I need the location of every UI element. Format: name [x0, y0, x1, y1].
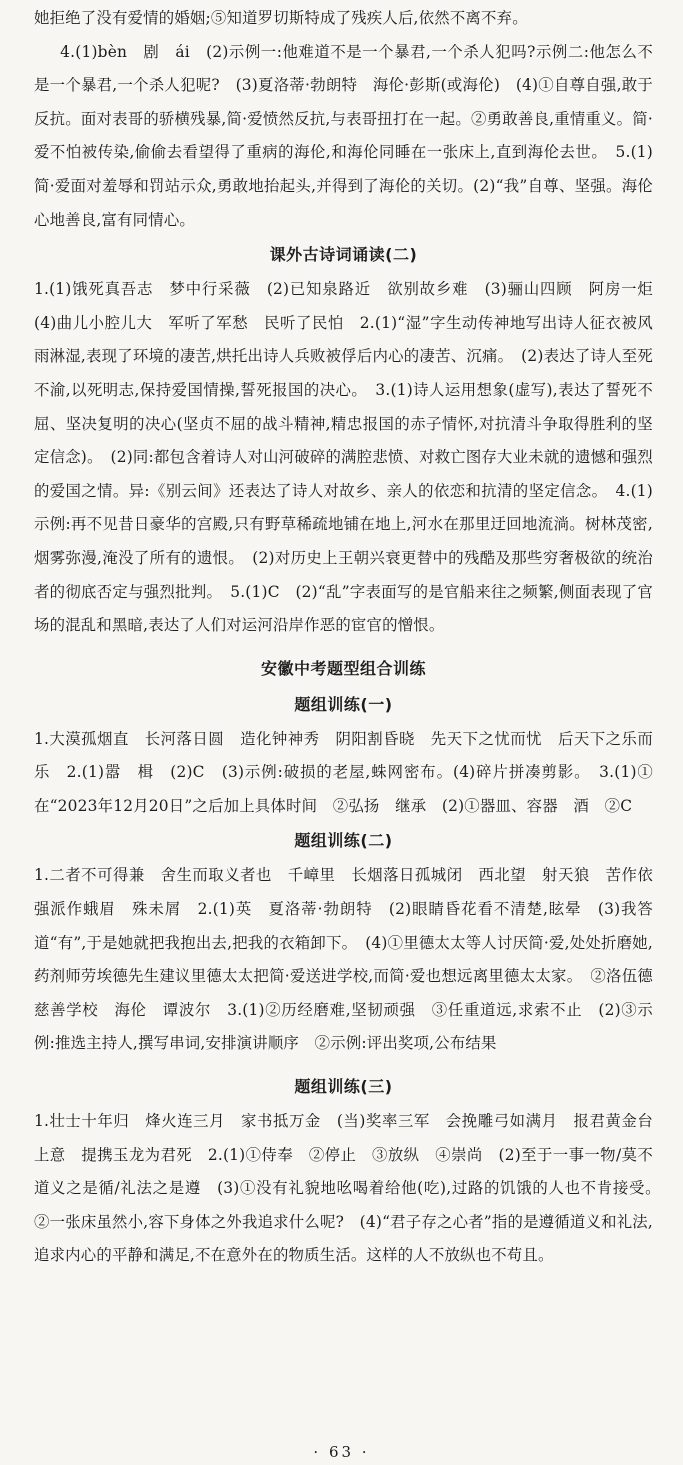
text-paragraph: 1.壮士十年归 烽火连三月 家书抵万金 (当)奖率三军 会挽雕弓如满月 报君黄金台上意 提携玉龙为君死 2.(1)①侍奉 ②停止 ③放纵 ④崇尚 (2)至于一事一物/莫不道义之是循/礼法之是遵 (3)①没有礼貌地吆喝着给他(吃),过路的饥饿的人也不肯接受。 ②一张床虽然小,容下身体之外我追求什么呢? (4)“君子存之心者”指的是遵循道义和礼法,追求内心的平静和满足,不在意外在的物质生活。这样的人不放纵也不苟且。 [34, 1112, 669, 1265]
text-paragraph: 4.(1)bèn 剧 ái (2)示例一:他难道不是一个暴君,一个杀人犯吗?示例二:他怎么不是一个暴君,一个杀人犯呢? (3)夏洛蒂·勃朗特 海伦·彭斯(或海伦) (4)①自尊自强,敢于反抗。面对表哥的骄横残暴,简·爱愤然反抗,与表哥扭打在一起。②勇敢善良,重情重义。简·爱不怕被传染,偷偷去看望得了重病的海伦,和海伦同睡在一张床上,直到海伦去世。 5.(1)简·爱面对羞辱和罚站示众,勇敢地抬起头,并得到了海伦的关切。(2)“我”自尊、坚强。海伦心地善良,富有同情心。 [34, 42, 653, 229]
section-heading: 安徽中考题型组合训练 [260, 658, 426, 678]
section-heading: 课外古诗词诵读(二) [269, 245, 418, 265]
page-number: · 63 · [313, 1443, 370, 1461]
text-paragraph: 1.二者不可得兼 舍生而取义者也 千嶂里 长烟落日孤城闭 西北望 射天狼 苦作依强派作蛾眉 殊未屑 2.(1)英 夏洛蒂·勃朗特 (2)眼睛昏花看不清楚,眩晕 (3)我答道“有”,于是她就把我抱出去,把我的衣箱卸下。 (4)①里德太太等人讨厌简·爱,处处折磨她,药剂师劳埃德先生建议里德太太把简·爱送进学校,而简·爱也想远离里德太太家。 ②洛伍德慈善学校 海伦 谭波尔 3.(1)②历经磨难,坚韧顽强 ③任重道远,求索不止 (2)③示例:推选主持人,撰写串词,安排演讲顺序 ②示例:评出奖项,公布结果 [34, 866, 653, 1053]
text-paragraph: 1.大漠孤烟直 长河落日圆 造化钟神秀 阴阳割昏晓 先天下之忧而忧 后天下之乐而乐 2.(1)嚣 楫 (2)C (3)示例:破损的老屋,蛛网密布。(4)碎片拼凑剪影。 3.(1)①在“2023年12月20日”之后加上具体时间 ②弘扬 继承 (2)①器皿、容器 酒 ②C [34, 729, 653, 815]
subsection-heading: 题组训练(一) [294, 694, 393, 714]
text-paragraph: 1.(1)饿死真吾志 梦中行采薇 (2)已知泉路近 欲别故乡难 (3)骊山四顾 阿房一炬 (4)曲儿小腔儿大 军听了军愁 民听了民怕 2.(1)“湿”字生动传神地写出诗人征衣被风雨淋湿,表现了环境的凄苦,烘托出诗人兵败被俘后内心的凄苦、沉痛。 (2)表达了诗人至死不渝,以死明志,保持爱国情操,誓死报国的决心。 3.(1)诗人运用想象(虚写),表达了誓死不屈、坚决复明的决心(坚贞不屈的战斗精神,精忠报国的赤子情怀,对抗清斗争取得胜利的坚定信念)。 (2)同:都包含着诗人对山河破碎的满腔悲愤、对救亡图存大业未就的遗憾和强烈的爱国之情。异:《别云间》还表达了诗人对故乡、亲人的依恋和抗清的坚定信念。 4.(1)示例:再不见昔日豪华的宫殿,只有野草稀疏地铺在地上,河水在那里迂回地流淌。树林茂密,烟雾弥漫,淹没了所有的遗恨。 (2)对历史上王朝兴衰更替中的残酷及那些穷奢极欲的统治者的彻底否定与强烈批判。 5.(1)C (2)“乱”字表面写的是官船来往之频繁,侧面表现了官场的混乱和黑暗,表达了人们对运河沿岸作恶的宦官的憎恨。 [34, 280, 669, 635]
text-paragraph: 她拒绝了没有爱情的婚姻;⑤知道罗切斯特成了残疾人后,依然不离不弃。 [34, 9, 528, 27]
subsection-heading: 题组训练(三) [294, 1077, 393, 1097]
subsection-heading: 题组训练(二) [294, 831, 393, 851]
